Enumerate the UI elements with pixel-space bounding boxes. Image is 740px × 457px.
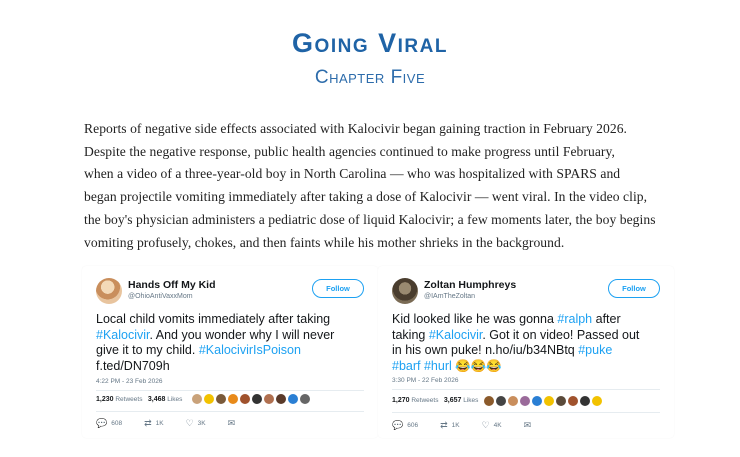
tweet-line	[392, 312, 664, 328]
liker-avatar[interactable]	[216, 394, 226, 404]
liker-avatar[interactable]	[204, 394, 214, 404]
like-count: 4K	[493, 422, 502, 429]
reply-icon: 💬	[96, 418, 108, 428]
hashtag-link[interactable]: #ralph	[557, 312, 593, 326]
tweet-line	[392, 343, 664, 359]
avatar[interactable]	[392, 278, 418, 304]
tweet-text-segment: . Got it on video! Passed out	[482, 327, 640, 342]
tweet-text-segment: Kid looked like he was gonna	[392, 312, 558, 326]
like-button[interactable]	[482, 420, 502, 431]
body-line: when a video of a three-year-old boy in North Carolina — who was hospitalized with SPARS and	[84, 166, 621, 182]
liker-avatar[interactable]	[240, 394, 250, 404]
chapter-subtitle: Chapter Five	[314, 67, 426, 88]
follow-button[interactable]: Follow	[312, 279, 364, 298]
tweet-author-name[interactable]: Zoltan Humphreys	[424, 279, 517, 291]
retweet-count: 1K	[451, 422, 460, 429]
reply-icon: 💬	[392, 420, 404, 430]
like-total[interactable]: 3,468	[147, 396, 166, 403]
liker-avatar[interactable]	[520, 396, 530, 406]
tweet-text-segment: give it to my child.	[96, 343, 199, 358]
like-button[interactable]	[186, 418, 206, 429]
envelope-icon: ✉	[523, 420, 532, 430]
divider	[392, 412, 660, 413]
liker-avatar[interactable]	[252, 394, 262, 404]
tweet-text-segment: taking	[392, 327, 429, 342]
liker-avatars[interactable]	[484, 396, 602, 406]
liker-avatar[interactable]	[264, 394, 274, 404]
body-line: vomiting profusely, chokes, and then faints while his mother shrieks in the background.	[84, 234, 565, 250]
tweet-line	[96, 343, 368, 359]
retweet-button[interactable]	[144, 418, 164, 429]
liker-avatar[interactable]	[544, 396, 554, 406]
divider	[392, 389, 660, 390]
retweets-label: Retweets	[115, 396, 143, 403]
tweet-line	[392, 359, 664, 375]
body-line: Despite the negative response, public health agencies continued to make progress until February,	[84, 143, 615, 159]
liker-avatar[interactable]	[192, 394, 202, 404]
retweet-icon: ⇄	[440, 420, 448, 430]
liker-avatar[interactable]	[580, 396, 590, 406]
liker-avatar[interactable]	[228, 394, 238, 404]
like-count: 3K	[197, 420, 206, 427]
retweet-total[interactable]: 1,270	[392, 397, 410, 404]
reply-button[interactable]	[96, 418, 122, 429]
like-total[interactable]: 3,657	[443, 397, 462, 404]
follow-button[interactable]: Follow	[608, 279, 660, 298]
liker-avatar[interactable]	[508, 396, 518, 406]
reply-count: 608	[111, 420, 123, 427]
liker-avatar[interactable]	[484, 396, 494, 406]
liker-avatar[interactable]	[568, 396, 578, 406]
tweet-actions	[392, 420, 531, 431]
hashtag-link[interactable]: #puke	[578, 343, 613, 358]
liker-avatar[interactable]	[300, 394, 310, 404]
tweet-card	[82, 266, 378, 438]
reply-button[interactable]	[392, 420, 418, 431]
retweet-button[interactable]	[440, 420, 460, 431]
hashtag-link[interactable]: #Kalocivir	[428, 327, 483, 342]
chapter-title: Going Viral	[292, 28, 448, 58]
envelope-icon: ✉	[227, 418, 236, 428]
liker-avatar[interactable]	[496, 396, 506, 406]
tweet-author-name[interactable]: Hands Off My Kid	[128, 279, 216, 291]
tweet-text-segment: Local child vomits immediately after taking	[96, 312, 331, 326]
tweet-line	[96, 359, 368, 375]
body-line: began projectile vomiting immediately after taking a dose of Kalocivir — went viral. In the video clip,	[84, 189, 648, 205]
tweet-timestamp[interactable]: 4:22 PM - 23 Feb 2026	[96, 378, 163, 385]
body-line: Reports of negative side effects associated with Kalocivir began gaining traction in February 2026.	[84, 121, 628, 136]
tweet-author-handle[interactable]: @IAmTheZoltan	[424, 293, 476, 300]
heart-icon: ♡	[481, 420, 490, 430]
divider	[96, 390, 364, 391]
tweet-link[interactable]: f.ted/DN709h	[96, 358, 170, 373]
message-button[interactable]	[524, 420, 532, 431]
reply-count: 606	[407, 422, 419, 429]
tweet-text	[392, 312, 664, 374]
tweet-line	[96, 328, 368, 344]
avatar[interactable]	[96, 278, 122, 304]
retweet-total[interactable]: 1,230	[96, 396, 114, 403]
liker-avatars[interactable]	[192, 394, 310, 404]
likes-label: Likes	[167, 396, 183, 403]
emoji-reaction: 😂😂😂	[451, 358, 502, 373]
tweet-text	[96, 312, 368, 374]
liker-avatar[interactable]	[276, 394, 286, 404]
tweet-line	[96, 312, 368, 328]
hashtag-link[interactable]: #KalocivirIsPoison	[198, 343, 301, 358]
tweet-text-segment: in his own puke! n.ho/iu/b34NBtq	[392, 343, 579, 358]
tweet-stats	[96, 396, 182, 403]
hashtag-link[interactable]: #Kalocivir	[96, 327, 150, 342]
retweet-count: 1K	[155, 420, 164, 427]
retweets-label: Retweets	[411, 397, 439, 404]
tweet-text-segment: after	[592, 312, 621, 326]
tweet-card	[378, 266, 674, 438]
heart-icon: ♡	[185, 418, 194, 428]
tweet-stats	[392, 397, 478, 404]
liker-avatar[interactable]	[556, 396, 566, 406]
body-paragraph	[84, 118, 684, 254]
likes-label: Likes	[463, 397, 479, 404]
retweet-icon: ⇄	[144, 418, 152, 428]
body-line: the boy's physician administers a pediatric dose of liquid Kalocivir; a few moments later, the boy begins	[84, 211, 656, 227]
hashtag-link[interactable]: #barf #hurl	[392, 358, 452, 373]
tweet-timestamp[interactable]: 3:30 PM - 22 Feb 2026	[392, 377, 459, 384]
tweet-text-segment: . And you wonder why I will never	[149, 327, 335, 342]
liker-avatar[interactable]	[592, 396, 602, 406]
tweet-line	[392, 328, 664, 344]
message-button[interactable]	[228, 418, 236, 429]
tweet-actions	[96, 418, 235, 429]
divider	[96, 411, 364, 412]
liker-avatar[interactable]	[532, 396, 542, 406]
tweet-author-handle[interactable]: @OhioAntiVaxxMom	[128, 293, 193, 300]
liker-avatar[interactable]	[288, 394, 298, 404]
